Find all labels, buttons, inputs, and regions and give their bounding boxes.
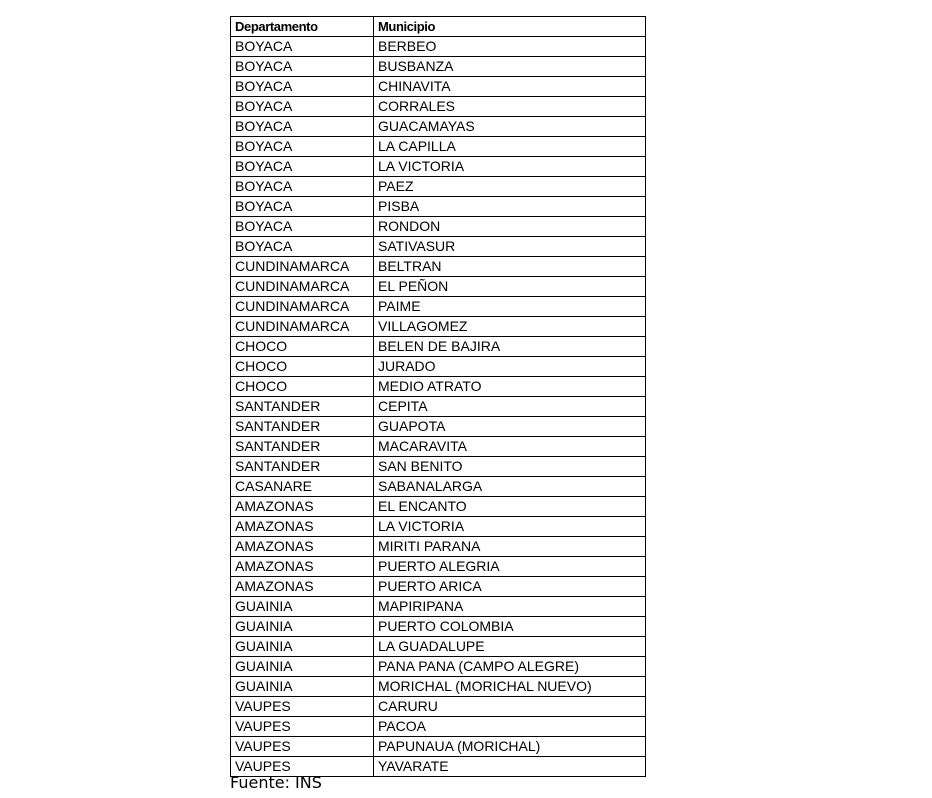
- table-row: [231, 337, 646, 357]
- cell-departamento: SANTANDER: [231, 437, 374, 457]
- cell-departamento: BOYACA: [231, 97, 374, 117]
- table-row: [231, 217, 646, 237]
- table-header: [231, 17, 646, 37]
- table-row: [231, 677, 646, 697]
- cell-municipio: MAPIRIPANA: [374, 597, 646, 617]
- table-row: [231, 377, 646, 397]
- cell-municipio: MORICHAL (MORICHAL NUEVO): [374, 677, 646, 697]
- cell-municipio: VILLAGOMEZ: [374, 317, 646, 337]
- cell-departamento: VAUPES: [231, 717, 374, 737]
- cell-municipio: PUERTO ARICA: [374, 577, 646, 597]
- cell-municipio: CARURU: [374, 697, 646, 717]
- cell-municipio: EL PEÑON: [374, 277, 646, 297]
- cell-departamento: BOYACA: [231, 217, 374, 237]
- cell-departamento: GUAINIA: [231, 677, 374, 697]
- table-row: [231, 537, 646, 557]
- cell-municipio: GUAPOTA: [374, 417, 646, 437]
- cell-departamento: CUNDINAMARCA: [231, 297, 374, 317]
- cell-municipio: BERBEO: [374, 37, 646, 57]
- table-row: [231, 297, 646, 317]
- cell-departamento: VAUPES: [231, 757, 374, 777]
- cell-departamento: CUNDINAMARCA: [231, 257, 374, 277]
- cell-municipio: PISBA: [374, 197, 646, 217]
- table-row: [231, 197, 646, 217]
- cell-municipio: PUERTO ALEGRIA: [374, 557, 646, 577]
- cell-departamento: BOYACA: [231, 157, 374, 177]
- table-row: [231, 597, 646, 617]
- cell-municipio: JURADO: [374, 357, 646, 377]
- cell-departamento: GUAINIA: [231, 597, 374, 617]
- cell-departamento: CUNDINAMARCA: [231, 277, 374, 297]
- table-row: [231, 317, 646, 337]
- cell-departamento: BOYACA: [231, 57, 374, 77]
- cell-municipio: GUACAMAYAS: [374, 117, 646, 137]
- source-note: Fuente: INS: [230, 773, 322, 792]
- table-row: [231, 177, 646, 197]
- cell-departamento: GUAINIA: [231, 657, 374, 677]
- cell-departamento: CUNDINAMARCA: [231, 317, 374, 337]
- table-row: [231, 237, 646, 257]
- cell-municipio: LA GUADALUPE: [374, 637, 646, 657]
- table-row: [231, 157, 646, 177]
- cell-departamento: VAUPES: [231, 697, 374, 717]
- table-row: [231, 37, 646, 57]
- municipality-table: [230, 16, 646, 777]
- cell-municipio: SABANALARGA: [374, 477, 646, 497]
- cell-departamento: BOYACA: [231, 197, 374, 217]
- cell-municipio: PUERTO COLOMBIA: [374, 617, 646, 637]
- cell-municipio: PACOA: [374, 717, 646, 737]
- header-departamento: Departamento: [231, 17, 374, 37]
- table-row: [231, 417, 646, 437]
- cell-departamento: VAUPES: [231, 737, 374, 757]
- cell-departamento: AMAZONAS: [231, 517, 374, 537]
- table-row: [231, 657, 646, 677]
- table-row: [231, 77, 646, 97]
- table-row: [231, 397, 646, 417]
- cell-departamento: BOYACA: [231, 117, 374, 137]
- table-row: [231, 557, 646, 577]
- cell-municipio: BELEN DE BAJIRA: [374, 337, 646, 357]
- table-row: [231, 617, 646, 637]
- cell-municipio: RONDON: [374, 217, 646, 237]
- cell-departamento: BOYACA: [231, 177, 374, 197]
- table-row: [231, 437, 646, 457]
- table-row: [231, 457, 646, 477]
- cell-departamento: AMAZONAS: [231, 577, 374, 597]
- cell-municipio: PANA PANA (CAMPO ALEGRE): [374, 657, 646, 677]
- cell-departamento: AMAZONAS: [231, 557, 374, 577]
- cell-municipio: PAEZ: [374, 177, 646, 197]
- cell-municipio: LA VICTORIA: [374, 517, 646, 537]
- cell-municipio: EL ENCANTO: [374, 497, 646, 517]
- cell-departamento: BOYACA: [231, 77, 374, 97]
- table-row: [231, 517, 646, 537]
- table-row: [231, 737, 646, 757]
- table-row: [231, 697, 646, 717]
- table-row: [231, 717, 646, 737]
- cell-municipio: MEDIO ATRATO: [374, 377, 646, 397]
- table-row: [231, 57, 646, 77]
- cell-municipio: SAN BENITO: [374, 457, 646, 477]
- cell-municipio: CORRALES: [374, 97, 646, 117]
- cell-departamento: GUAINIA: [231, 637, 374, 657]
- cell-municipio: BELTRAN: [374, 257, 646, 277]
- cell-departamento: CHOCO: [231, 337, 374, 357]
- cell-municipio: YAVARATE: [374, 757, 646, 777]
- table-row: [231, 257, 646, 277]
- table-row: [231, 477, 646, 497]
- table-header-row: [231, 17, 646, 37]
- cell-departamento: AMAZONAS: [231, 497, 374, 517]
- cell-municipio: PAIME: [374, 297, 646, 317]
- cell-departamento: CASANARE: [231, 477, 374, 497]
- table-row: [231, 277, 646, 297]
- cell-municipio: BUSBANZA: [374, 57, 646, 77]
- cell-departamento: BOYACA: [231, 137, 374, 157]
- cell-departamento: AMAZONAS: [231, 537, 374, 557]
- cell-municipio: MACARAVITA: [374, 437, 646, 457]
- cell-departamento: CHOCO: [231, 357, 374, 377]
- table-body: [231, 37, 646, 777]
- cell-departamento: BOYACA: [231, 37, 374, 57]
- cell-municipio: MIRITI PARANA: [374, 537, 646, 557]
- cell-municipio: PAPUNAUA (MORICHAL): [374, 737, 646, 757]
- table-row: [231, 497, 646, 517]
- cell-departamento: GUAINIA: [231, 617, 374, 637]
- cell-departamento: SANTANDER: [231, 417, 374, 437]
- header-municipio: Municipio: [374, 17, 646, 37]
- cell-departamento: SANTANDER: [231, 397, 374, 417]
- table-row: [231, 97, 646, 117]
- table-row: [231, 137, 646, 157]
- cell-departamento: CHOCO: [231, 377, 374, 397]
- cell-municipio: LA VICTORIA: [374, 157, 646, 177]
- table-row: [231, 117, 646, 137]
- cell-municipio: CEPITA: [374, 397, 646, 417]
- cell-departamento: SANTANDER: [231, 457, 374, 477]
- table-row: [231, 637, 646, 657]
- cell-municipio: LA CAPILLA: [374, 137, 646, 157]
- municipality-table-container: [230, 16, 646, 777]
- cell-municipio: SATIVASUR: [374, 237, 646, 257]
- table-row: [231, 577, 646, 597]
- cell-municipio: CHINAVITA: [374, 77, 646, 97]
- table-row: [231, 357, 646, 377]
- cell-departamento: BOYACA: [231, 237, 374, 257]
